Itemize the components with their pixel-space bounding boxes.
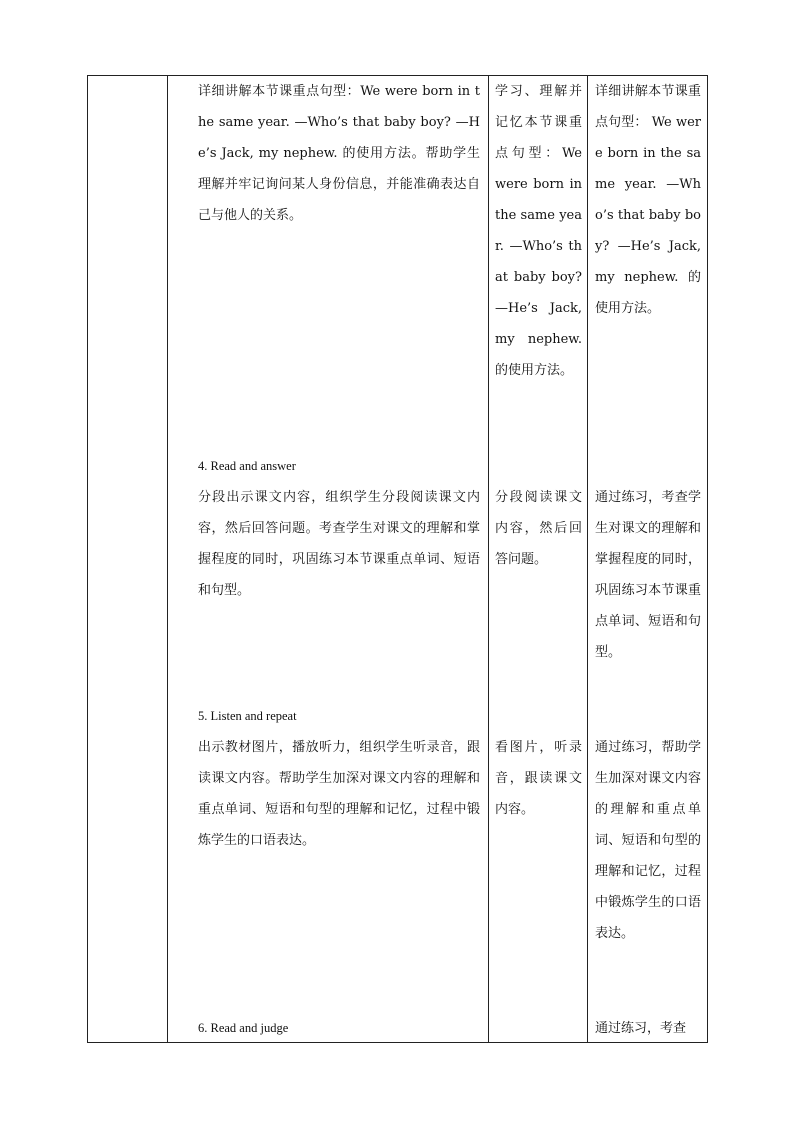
intent-intro-text: 详细讲解本节课重点句型： We were born in the same year. —Who’s that baby boy? —He’s Jack, my nephew. 的使用方法。	[595, 84, 701, 316]
intent-step4-text: 通过练习，考查学生对课文的理解和掌握程度的同时，巩固练习本节课重点单词、短语和句型。	[595, 490, 701, 660]
stage-cell-content	[88, 76, 167, 1042]
intent-step6-text: 通过练习，考查	[595, 1021, 687, 1036]
teacher-intro-text: 详细讲解本节课重点句型：We were born in the same year. —Who’s that baby boy? —He’s Jack, my nephew. 的使用方法。帮助学生理解并牢记询问某人身份信息，并能准确表达自己与他人的关系。	[198, 84, 480, 223]
table-row	[88, 76, 708, 1043]
teacher-activity-cell	[168, 76, 489, 1043]
intent-step5-text: 通过练习，帮助学生加深对课文内容的理解和重点单词、短语和句型的理解和记忆，过程中锻炼学生的口语表达。	[595, 740, 701, 941]
teacher-step4-text: 分段出示课文内容，组织学生分段阅读课文内容，然后回答问题。考查学生对课文的理解和掌握程度的同时，巩固练习本节课重点单词、短语和句型。	[198, 490, 480, 598]
design-intent-cell	[588, 76, 708, 1043]
student-step4-text: 分段阅读课文内容，然后回答问题。	[495, 490, 582, 567]
step5-title: 5. Listen and repeat	[198, 709, 297, 723]
step4-title: 4. Read and answer	[198, 459, 296, 473]
teacher-step5-text: 出示教材图片，播放听力，组织学生听录音，跟读课文内容。帮助学生加深对课文内容的理解和重点单词、短语和句型的理解和记忆，过程中锻炼学生的口语表达。	[198, 740, 480, 848]
step6-title: 6. Read and judge	[198, 1021, 289, 1035]
student-intro-text: 学习、理解并记忆本节课重点句型：We were born in the same year. —Who’s that baby boy? —He’s Jack, my nephew. 的使用方法。	[495, 84, 582, 378]
student-step5-text: 看图片，听录音，跟读课文内容。	[495, 740, 582, 817]
stage-column-cell	[88, 76, 168, 1043]
student-activity-cell	[489, 76, 588, 1043]
lesson-plan-table	[87, 75, 708, 1043]
